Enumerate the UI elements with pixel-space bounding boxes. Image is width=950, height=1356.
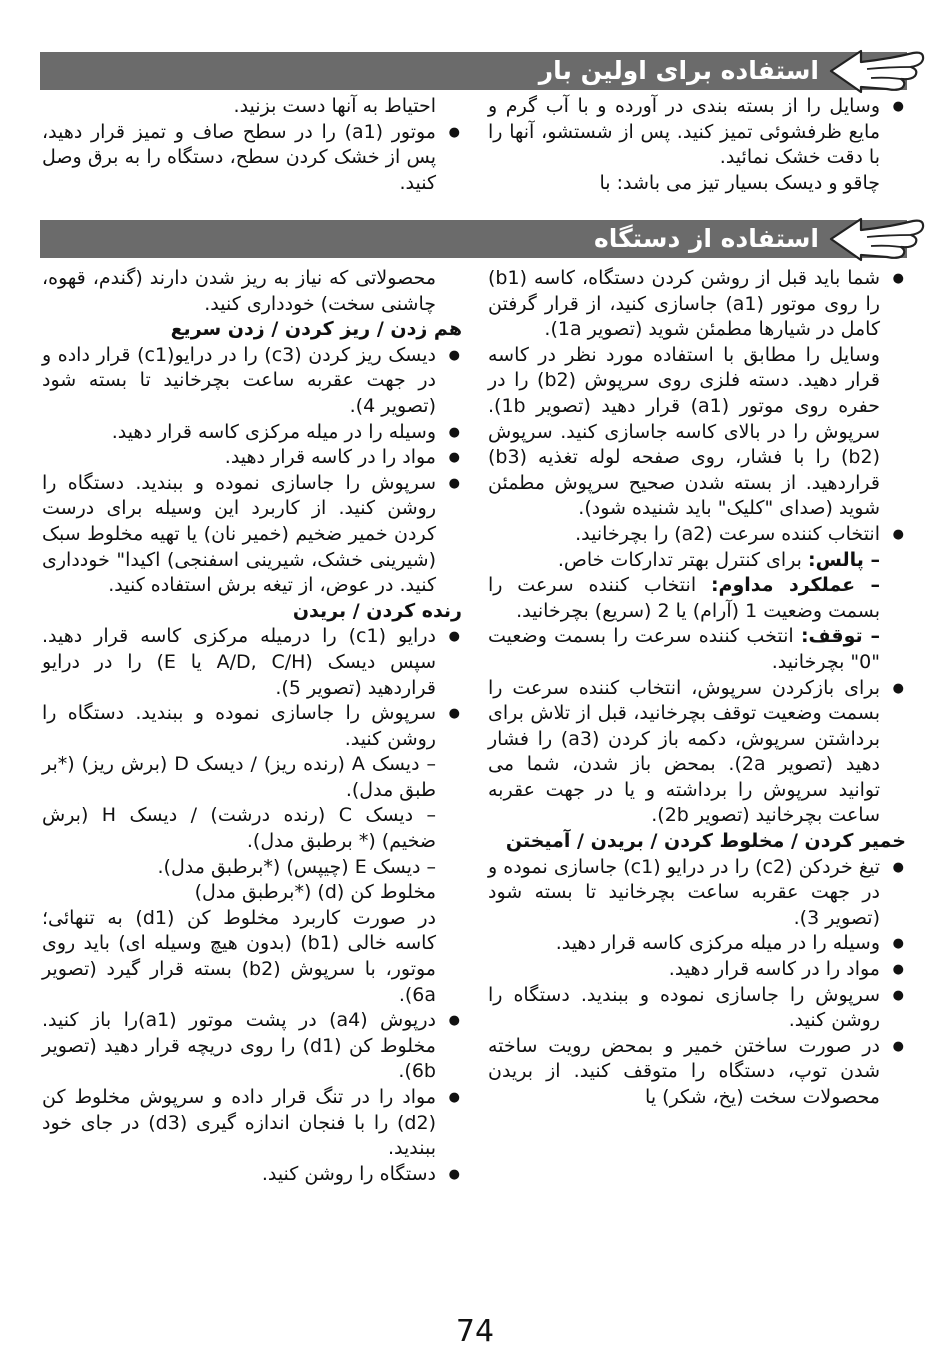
list-item: وسایل را مطابق با استفاده مورد نظر در کاسه قرار دهید. دسته فلزی روی سرپوش (b2) را در حفره روی موتور (a1) قرار دهید (تصویر 1b). سرپوش را در بالای کاسه جاسازی کنید. سرپوش (b2) را با فشار، روی صفحه لوله تغذیه (b3) قراردهید. از بسته شدن صحیح سرپوش مطمئن شوید (صدای "کلیک" باید شنیده شود). xyxy=(488,343,880,520)
list-item: ● انتخاب کننده سرعت (a2) را بچرخانید. xyxy=(488,522,906,548)
subsection-heading: رنده کردن / بریدن xyxy=(292,599,462,622)
list-item xyxy=(488,548,906,574)
list-item: – دیسک A (رنده ریز) / دیسک D (برش ریز) (*بر طبق مدل). xyxy=(42,753,436,801)
item-text: انتخب کننده سرعت را بسمت وضعیت "0" بچرخانید. xyxy=(488,625,880,673)
item-label: – پالس: xyxy=(808,548,880,571)
first-use-right-column xyxy=(488,94,906,196)
item-text: انتخاب کننده سرعت را بسمت وضعیت 1 (آرام) یا 2 (سریع) بچرخانید. xyxy=(488,574,880,622)
section-title: استفاده برای اولین بار xyxy=(538,56,819,85)
list-item: مخلوط کن (d) (*برطبق مدل) xyxy=(194,881,436,904)
item-label: – عملکرد مداوم: xyxy=(710,574,880,597)
list-item: ● مواد را در کاسه قرار دهید. xyxy=(488,957,906,983)
list-item: ● درپوش (a4) در پشت موتور (a1)را باز کنید. مخلوط کن (d1) را روی دریچه قرار دهید (تصویر 6b). xyxy=(42,1008,462,1085)
list-item xyxy=(488,573,906,624)
list-item: – دیسک E (چیپس) (*برطبق مدل). xyxy=(157,855,436,878)
subsection-heading: هم زدن / ریز کردن / زدن سریع xyxy=(170,318,462,341)
list-item: ● موتور (a1) را در سطح صاف و تمیز قرار دهید، پس از خشک کردن سطح، دستگاه را به برق وصل کنید. xyxy=(42,120,462,197)
section-header-first-use xyxy=(40,52,907,90)
subsection-heading: خمیر کردن / مخلوط کردن / بریدن / آمیختن xyxy=(505,830,906,853)
first-use-left-column xyxy=(42,94,462,196)
item-text: برای کنترل بهتر تدارکات خاص. xyxy=(557,548,809,571)
list-item: ● برای بازکردن سرپوش، انتخاب کننده سرعت را بسمت وضعیت توقف بچرخانید، قبل از تلاش برای برداشتن سرپوش، دکمه باز کردن (a3) را فشار دهید (تصویر 2a). بمحض باز شدن، شما می توانید سرپوش را برداشته و یا در جهت عقربه ساعت بچرخانید (تصویر 2b). xyxy=(488,676,906,830)
hand-arrow-icon xyxy=(827,211,927,267)
list-item: ● شما باید قبل از روشن کردن دستگاه، کاسه (b1) را روی موتور (a1) جاسازی کنید، از قرار گرفتن کامل در شیارها مطمئن شوید (تصویر 1a). xyxy=(488,266,906,343)
list-item: ● وسیله را در میله مرکزی کاسه قرار دهید. xyxy=(488,931,906,957)
list-item: ● در صورت ساختن خمیر و بمحض رویت ساخته شدن توپ، دستگاه را متوقف کنید. از بریدن محصولات سخت (یخ، شکر) یا xyxy=(488,1034,906,1111)
list-item: محصولاتی که نیاز به ریز شدن دارند (گندم، قهوه، چاشنی سخت) خودداری کنید. xyxy=(42,267,436,315)
list-item: احتیاط به آنها دست بزنید. xyxy=(233,95,436,117)
list-item: ● مواد را در تنگ قرار داده و سرپوش مخلوط کن (d2) را با فنجان اندازه گیری (d3) در جای خود ببندید. xyxy=(42,1085,462,1162)
list-item: ● سرپوش را جاسازی نموده و ببندید. دستگاه را روشن کنید. از کاربرد این وسیله برای درست کردن خمیر ضخیم (خمیر نان) یا تهیه مخلوط سبک (شیرینی خشک، شیرینی اسفنجی) اکیدا" خودداری کنید. در عوض، از تیغه برش استفاده کنید. xyxy=(42,471,462,599)
using-left-column xyxy=(42,266,462,1187)
list-item: ● سرپوش را جاسازی نموده و ببندید. دستگاه را روشن کنید. xyxy=(488,983,906,1034)
hand-arrow-icon xyxy=(827,43,927,99)
list-item: ● تیغ خردکن (c2) را در درایو (c1) جاسازی نموده و در جهت عقربه ساعت بچرخانید تا بسته شود (تصویر 3). xyxy=(488,855,906,932)
list-item: ● دیسک ریز کردن (c3) را در درایو(c1) قرار داده و در جهت عقربه ساعت بچرخانید تا بسته شود (تصویر 4). xyxy=(42,343,462,420)
list-item: چاقو و دیسک بسیار تیز می باشد: با xyxy=(599,171,880,194)
list-item: ● مواد را در کاسه قرار دهید. xyxy=(42,445,462,471)
list-item: – دیسک C (رنده درشت) / دیسک H (برش ضخیم) (* برطبق مدل). xyxy=(42,804,436,853)
list-item: ● دستگاه را روشن کنید. xyxy=(42,1162,462,1188)
page-number: 74 xyxy=(455,1314,495,1349)
list-item: ● درایو (c1) را درمیله مرکزی کاسه قرار دهید. سپس دیسک (A/D, C/H یا E) را در درایو قراردهید (تصویر 5). xyxy=(42,624,462,701)
section-title: استفاده از دستگاه xyxy=(594,224,819,253)
list-item xyxy=(488,624,906,675)
section-header-using xyxy=(40,220,907,258)
item-label: – توقف: xyxy=(800,625,881,648)
list-item: در صورت کاربرد مخلوط کن (d1) به تنهائی؛ کاسه خالی (b1) (بدون هیچ وسیله ای) باید روی موتور، با سرپوش (b2) بسته قرار گیرد (تصویر 6a). xyxy=(42,906,436,1006)
list-item: ● وسیله را در میله مرکزی کاسه قرار دهید. xyxy=(42,420,462,446)
using-right-column xyxy=(488,266,906,1111)
list-item: ● سرپوش را جاسازی نموده و ببندید. دستگاه را روشن کنید. xyxy=(42,701,462,752)
list-item: ● وسایل را از بسته بندی در آورده و با آب گرم و مایع ظرفشوئی تمیز کنید. پس از شستشو، آنها را با دقت خشک نمائید. xyxy=(488,94,906,171)
